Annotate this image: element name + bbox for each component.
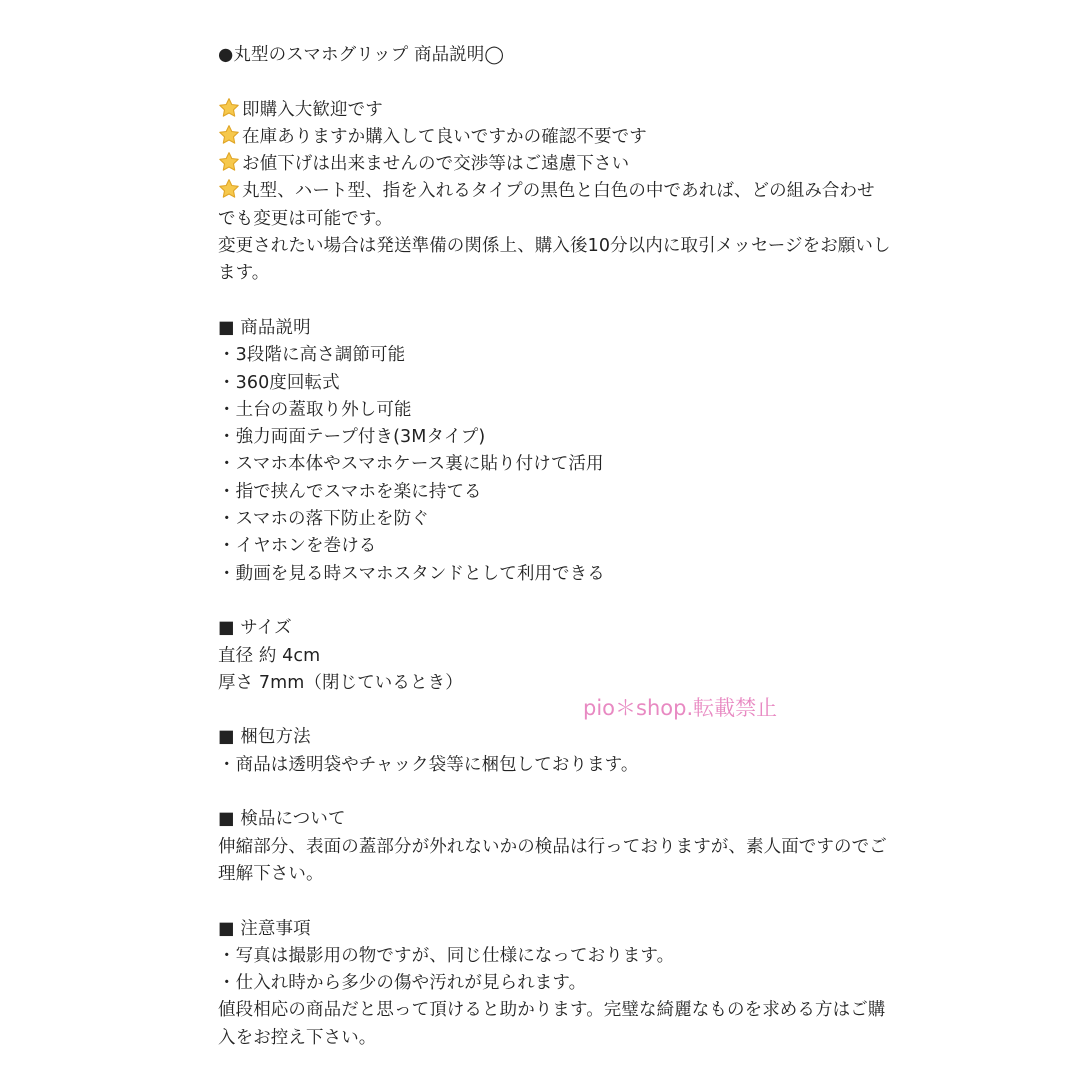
notice-item [218, 97, 923, 124]
spacer [218, 588, 923, 615]
section-heading-inspection: ■ 検品について [218, 809, 346, 830]
spacer [218, 69, 923, 96]
notes-line: 値段相応の商品だと思って頂けると助かります。完璧な綺麗なものを求める方はご購 [218, 1000, 886, 1021]
list-item: ・強力両面テープ付き(3Mタイプ) [218, 427, 486, 448]
star-icon [218, 97, 240, 119]
section-heading-notes: ■ 注意事項 [218, 918, 311, 939]
section-heading-packing: ■ 梱包方法 [218, 727, 311, 748]
notice-item [218, 178, 923, 205]
list-item: ・イヤホンを巻ける [218, 536, 377, 557]
packing-line: ・商品は透明袋やチャック袋等に梱包しております。 [218, 754, 639, 775]
notice-item [218, 124, 923, 151]
watermark-text: pio＊shop.転載禁止 [583, 696, 778, 720]
notice-text: お値下げは出来ませんので交渉等はご遠慮下さい [242, 154, 630, 175]
notes-line: 入をお控え下さい。 [218, 1027, 377, 1048]
section-heading-product: ■ 商品説明 [218, 317, 311, 338]
list-item: ・スマホ本体やスマホケース裏に貼り付けて活用 [218, 454, 604, 475]
size-line: 厚さ 7mm（閉じているとき） [218, 672, 463, 693]
list-item: ・スマホの落下防止を防ぐ [218, 509, 429, 530]
spacer [218, 888, 923, 915]
list-item: ・土台の蓋取り外し可能 [218, 399, 412, 420]
page-title: ●丸型のスマホグリップ 商品説明◯ [218, 45, 505, 65]
notes-line: ・写真は撮影用の物ですが、同じ仕様になっております。 [218, 945, 675, 966]
inspection-line: 理解下さい。 [218, 863, 324, 884]
notice-text: 丸型、ハート型、指を入れるタイプの黒色と白色の中であれば、どの組み合わせ [242, 181, 875, 202]
list-item: ・360度回転式 [218, 372, 340, 393]
spacer [218, 697, 923, 724]
list-item: ・指で挟んでスマホを楽に持てる [218, 481, 482, 502]
star-icon [218, 178, 240, 200]
product-description [218, 42, 923, 1052]
section-heading-size: ■ サイズ [218, 618, 292, 639]
inspection-line: 伸縮部分、表面の蓋部分が外れないかの検品は行っておりますが、素人面ですのでご [218, 836, 887, 857]
list-item: ・動画を見る時スマホスタンドとして利用できる [218, 563, 605, 584]
notice-text: 在庫ありますか購入して良いですかの確認不要です [242, 126, 647, 147]
spacer [218, 288, 923, 315]
star-icon [218, 151, 240, 173]
notes-line: ・仕入れ時から多少の傷や汚れが見られます。 [218, 973, 587, 994]
notice-continuation: でも変更は可能です。 [218, 208, 393, 229]
star-icon [218, 124, 240, 146]
notice-text: 即購入大歓迎です [242, 99, 383, 120]
list-item: ・3段階に高さ調節可能 [218, 345, 406, 366]
size-line: 直径 約 4cm [218, 645, 321, 666]
change-request-line: 変更されたい場合は発送準備の関係上、購入後10分以内に取引メッセージをお願いし [218, 236, 891, 257]
spacer [218, 779, 923, 806]
change-request-line: ます。 [218, 263, 270, 284]
notice-item [218, 151, 923, 178]
